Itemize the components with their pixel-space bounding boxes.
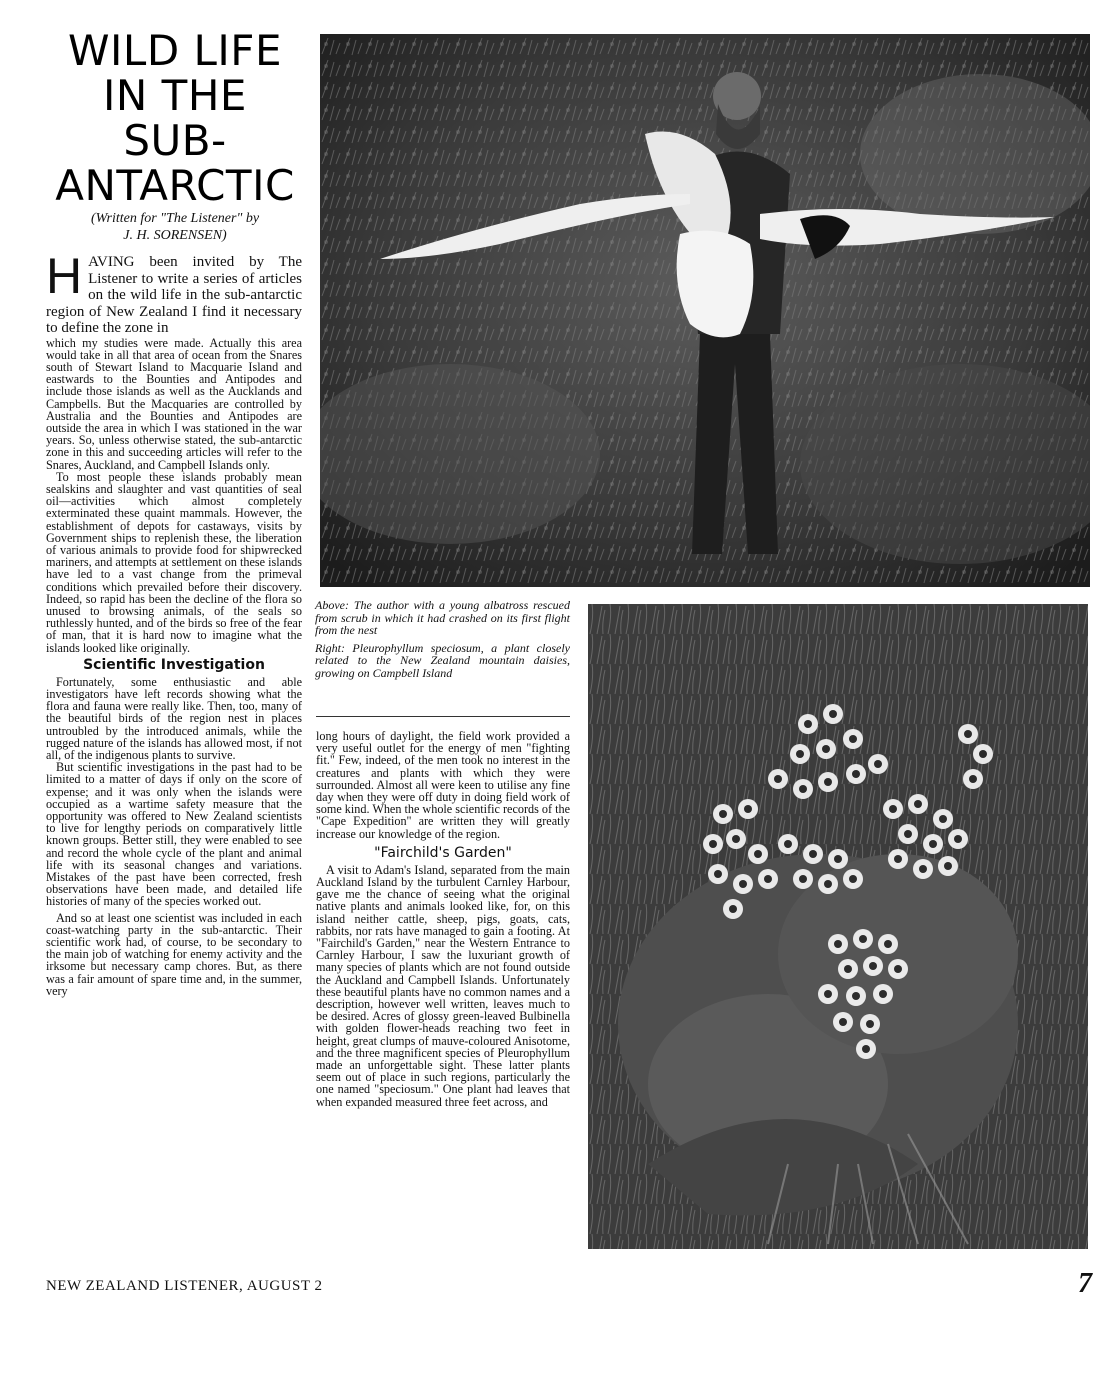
- headline-line: SUB-: [123, 116, 227, 165]
- subheading-scientific-investigation: Scientific Investigation: [83, 656, 265, 673]
- photo-captions: [315, 599, 570, 684]
- photo-pleurophyllum-speciosum: [588, 604, 1088, 1249]
- subheading-fairchilds-garden: "Fairchild's Garden": [374, 844, 512, 861]
- byline-line1: (Written for "The Listener" by: [90, 211, 260, 226]
- caption-right: Right: Pleurophyllum speciosum, a plant closely related to the New Zealand mountain daisies, growing on Campbell Island: [315, 640, 570, 680]
- pleurophyllum-photo-image: [588, 604, 1088, 1249]
- intro-text: AVING been invited by The Listener to write a series of articles on the wild life in the sub-antarctic region of New Zealand I find it necessary to define the zone in: [46, 254, 302, 336]
- page-number: 7: [1078, 1268, 1092, 1299]
- albatross-photo-image: [320, 34, 1090, 587]
- intro-paragraph: [46, 248, 302, 337]
- byline-line2: J. H. SORENSEN): [123, 228, 227, 243]
- drop-cap: H: [46, 248, 83, 304]
- photo-author-with-albatross: [320, 34, 1090, 587]
- body-paragraph: And so at least one scientist was included in each coast-watching party in the sub-antarctic. Their scientific work had, of course, to be secondary to the main job of watching for enemy activity and the irksome but necessary camp chores. But, as there was a fair amount of spare time and, in the summer, very: [46, 910, 302, 998]
- caption-divider: [316, 716, 570, 717]
- footer-publication-line: NEW ZEALAND LISTENER, AUGUST 2: [46, 1278, 323, 1294]
- article-column-1: [46, 248, 302, 998]
- caption-above: Above: The author with a young albatross rescued from scrub in which it had crashed on its first flight from the nest: [315, 598, 570, 637]
- article-headline: [44, 28, 306, 208]
- headline-line: ANTARCTIC: [55, 161, 295, 210]
- body-paragraph: Fortunately, some enthusiastic and able investigators have left records showing what the flora and fauna were really like. Then, too, many of the beautiful birds of the region nest in places untroubled by the introduced animals, while the rugged nature of the islands has allowed most, if not all, of the indigenous plants to survive.: [46, 674, 302, 762]
- body-paragraph: which my studies were made. Actually this area would take in all that area of ocean from the Snares south of Stewart Island to Macquarie Island and eastwards to the Bounties and Antipodes and include those islands as well as the Aucklands and Campbells. But the Macquaries are controlled by Australia and the Bounties and Antipodes are outside the area in which I was stationed in the war years. So, unless otherwise stated, the sub-antarctic zone in this and succeeding articles will refer to the Snares, Auckland, and Campbell Islands only.: [46, 335, 302, 472]
- body-paragraph: But scientific investigations in the past had to be limited to a matter of days if only on the score of expense; and it was only when the islands were occupied as a wartime safety measure that the opportunity was offered to New Zealand scientists to live for lengthy periods on comparatively little known groups. Better still, they were enabled to see and record the whole cycle of the plant and animal life with its seasonal changes and variations. Mistakes of the past have been corrected, fresh observations have been made, and detailed life histories of many of the species worked out.: [46, 760, 302, 909]
- body-paragraph: To most people these islands probably mean sealskins and slaughter and vast quantities of seal oil—activities which almost completely exterminated these quaint mammals. However, the establishment of depots for castaways, visits by Government ships to replenish these, the liberation of various animals to provide food for shipwrecked mariners, and attempts at settlement on these islands have led to a vast change from the primeval conditions which prevailed before their discovery. Indeed, so rapid has been the decline of the flora so unused to browsing animals, of the seals so ruthlessly hunted, and of the birds so free of the fear of man, that it is hard now to imagine what the islands looked like originally.: [46, 469, 302, 655]
- body-paragraph: A visit to Adam's Island, separated from the main Auckland Island by the turbulent Carnley Harbour, gave me the chance of seeing what the original native plants and animals looked like, for, on this island neither cattle, sheep, pigs, goats, cats, rabbits, nor rats have managed to gain a footing. At "Fairchild's Garden," near the Western Entrance to Carnley Harbour, I saw the luxuriant growth of many species of plants which are not found outside the Auckland and Campbell Islands. Unfortunately these beautiful plants have no common names and a description, however well written, leaves much to be desired. Acres of glossy green-leaved Bulbinella with golden flower-heads reaching two feet in height, great clumps of mauve-coloured Anisotome, and the three magnificent species of Pleurophyllum made an unforgettable sight. These latter plants seem out of place in such regions, particularly the one named "speciosum." One plant had leaves that when expanded measured three feet across, and: [316, 862, 570, 1109]
- headline-line: WILD LIFE: [68, 26, 282, 75]
- article-column-2: [316, 730, 570, 1108]
- byline: [44, 210, 306, 244]
- headline-line: IN THE: [103, 71, 247, 120]
- body-paragraph: long hours of daylight, the field work provided a very useful outlet for the energy of men "fighting fit." Few, indeed, of the men took no interest in the creatures and plants with which they were surrounded. Almost all were keen to utilise any fine day when they were off duty in doing field work of some kind. When the whole scientific records of the "Cape Expedition" are written they will greatly increase our knowledge of the region.: [316, 729, 570, 841]
